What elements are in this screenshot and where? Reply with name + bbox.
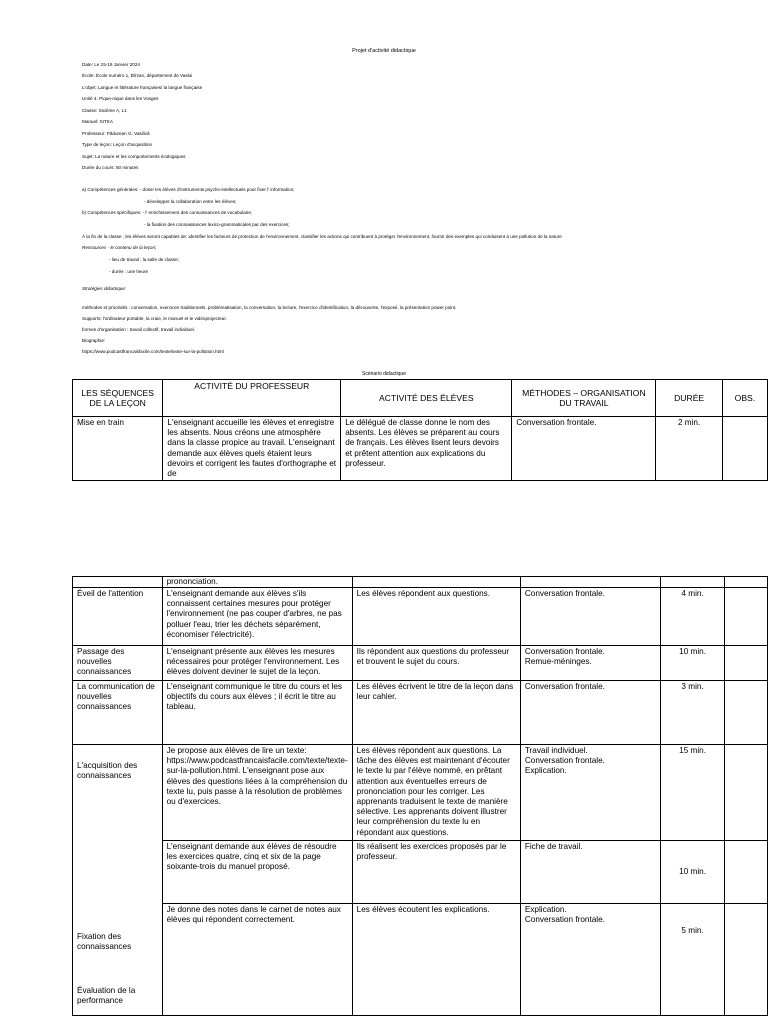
row-methods: Travail individuel. Conversation frontale. Explication.	[520, 745, 660, 841]
resource-duration: - durée : une heure	[109, 269, 149, 274]
strategies-title: Stratégies didactique:	[82, 286, 127, 291]
row-methods: Conversation frontale.	[520, 681, 660, 745]
info-teacher: Professeur: Pădurean G. Vasilică	[82, 131, 150, 136]
table-row	[73, 577, 768, 588]
resources: Ressources - le contenu de la leçon;	[82, 245, 157, 250]
row-sequence: Éveil de l'attention	[73, 588, 163, 646]
competence-specific: b) Compétences spécifiques: - l' enrichissement des connaissances de vocabulaire;	[82, 210, 253, 215]
row-students: Les élèves écrivent le titre de la leçon dans leur cahier.	[352, 681, 520, 745]
info-manual: Manuel: SITKA	[82, 119, 113, 124]
header-obs: OBS.	[722, 380, 767, 417]
row-teacher: prononciation.	[162, 577, 352, 588]
row-teacher: L'enseignant demande aux élèves de résoudre les exercices quatre, cinq et six de la page soixante-trois du manuel proposé.	[162, 841, 352, 904]
bibliography-link[interactable]: https://www.podcastfrancaisfacile.com/texte/texte-sur-la-pollution.html	[82, 349, 224, 354]
sequence-evaluation: Évaluation de la performance	[77, 985, 136, 1006]
row-teacher: L'enseignant communique le titre du cours et les objectifs du cours aux élèves ; il écrit le titre au tableau.	[162, 681, 352, 745]
row-duration: 10 min.	[660, 646, 724, 681]
table-row	[73, 417, 768, 481]
row-methods: Conversation frontale.	[520, 588, 660, 646]
header-methods: MÉTHODES – ORGANISATION DU TRAVAIL	[512, 380, 656, 417]
row-teacher: Je donne des notes dans le carnet de notes aux élèves qui répondent correctement.	[162, 904, 352, 1016]
row-obs	[722, 417, 767, 481]
info-school: École: École numéro 1, Bîrzan, département de Vaslui	[82, 73, 193, 78]
row-duration: 5 min.	[660, 904, 724, 1016]
row-methods: Conversation frontale. Remue-méninges.	[520, 646, 660, 681]
info-lesson-type: Type de leçon: Leçon d'acquisition	[82, 142, 153, 147]
table-row	[73, 588, 768, 646]
row-methods: Explication. Conversation frontale.	[520, 904, 660, 1016]
row-methods: Conversation frontale.	[512, 417, 656, 481]
table-row	[73, 681, 768, 745]
resource-place: - lieu de travail : la salle de classe;	[109, 257, 179, 262]
row-duration: 3 min.	[660, 681, 724, 745]
row-sequence: Mise en train	[73, 417, 163, 481]
row-teacher: L'enseignant demande aux élèves s'ils connaissent certaines mesures pour protéger l'environnement (ne pas couper d'arbres, ne pas polluer l'eau, trier les déchets séparément, économiser l'électricité).	[162, 588, 352, 646]
info-subject: L'objet: Langue et littérature françaises/ la langue française	[82, 85, 203, 90]
row-sequence: La communication de nouvelles connaissances	[73, 681, 163, 745]
competence-general: a) Compétences générales: - doser les élèves d'instruments psycho-intellectuels pour fixer l' information;	[82, 187, 295, 192]
row-students: Les élèves répondent aux questions. La tâche des élèves est maintenant d'écouter le texte lu par l'élève nommé, en prêtant attention aux éventuelles erreurs de prononciation pour les corriger. Les apprenants traduisent le texte de manière sélective. Les apprenants doivent illustrer leur compréhension du texte lu en répondant aux questions.	[352, 745, 520, 841]
sequence-fixation: Fixation des connaissances	[77, 931, 132, 951]
row-obs	[725, 646, 768, 681]
row-students: Le délégué de classe donne le nom des absents. Les élèves se préparent au cours de français. Les élèves lisent leurs devoirs et prêtent attention aux explications du professeur.	[341, 417, 512, 481]
row-sequence	[73, 904, 163, 1016]
table-row	[73, 646, 768, 681]
header-sequences: LES SÉQUENCES DE LA LEÇON	[73, 380, 163, 417]
header-student-activity: ACTIVITÉ DES ÉLÈVES	[341, 380, 512, 417]
methods: méthodes et procédés : conversation, exercices traditionnels, problématisation, la conversation, la lecture, l'exercice d'identification, la découverte, l'exposé, la présentation power point.	[82, 305, 457, 310]
supports: Supports: l'ordinateur portable, la craie, le manuel et le vidéoprojecteur.	[82, 316, 227, 321]
row-obs	[725, 681, 768, 745]
row-duration: 2 min.	[656, 417, 722, 481]
row-students: Ils réalisent les exercices proposés par le professeur.	[352, 841, 520, 904]
organisation-forms: formes d'organisation : travail collectif, travail individuel.	[82, 327, 195, 332]
scenario-table-part2	[72, 576, 768, 1016]
objectives: À la fin de la classe , les élèves seront capables de: identifier les facteurs de protection de l'environnement, classifier les actions qui contribuent à protéger l'environnement, fournir des exemples qui conduisent à une pollution de la nature	[82, 234, 562, 239]
row-duration: 10 min.	[660, 841, 724, 904]
table-header-row	[73, 380, 768, 417]
info-unit: Unité 4: Pique-nique dans les Vosges	[82, 96, 159, 101]
row-students: Les élèves répondent aux questions.	[352, 588, 520, 646]
row-teacher: L'enseignant présente aux élèves les mesures nécessaires pour protéger l'environnement. Les élèves doivent deviner le sujet de la leçon.	[162, 646, 352, 681]
competence-general-2: - développer la collaboration entre les élèves;	[144, 199, 237, 204]
scenario-title: Scénario didactique	[362, 371, 406, 377]
info-topic: Sujet: La nature et les comportements écologiques	[82, 154, 186, 159]
document-title: Projet d'activité didactique	[352, 48, 416, 54]
row-obs	[725, 588, 768, 646]
row-teacher: Je propose aux élèves de lire un texte: https://www.podcastfrancaisfacile.com/texte/texte-sur-la-pollution.html. L'enseignant pose aux élèves des questions liées à la compréhension du texte lu, puis passe à la résolution de problèmes ou d'exercices.	[162, 745, 352, 841]
row-methods: Fiche de travail.	[520, 841, 660, 904]
info-class: Classe: Sixième A, L1	[82, 108, 127, 113]
row-sequence: L'acquisition des connaissances	[73, 745, 163, 904]
row-teacher: L'enseignant accueille les élèves et enregistre les absents. Nous créons une atmosphère dans la classe propice au travail. L'enseignant demande aux élèves quels étaient leurs devoirs et corrigent les fautes d'orthographe et de	[163, 417, 341, 481]
table-row	[73, 745, 768, 841]
table-row	[73, 904, 768, 1016]
row-duration: 15 min.	[660, 745, 724, 841]
header-duration: DURÉE	[656, 380, 722, 417]
competence-specific-2: - la fixation des connaissances lexico-grammaticales par des exercices;	[144, 222, 290, 227]
header-teacher-activity: ACTIVITÉ DU PROFESSEUR	[163, 380, 341, 417]
row-students: Les élèves écoutent les explications.	[352, 904, 520, 1016]
row-students: Ils répondent aux questions du professeur et trouvent le sujet du cours.	[352, 646, 520, 681]
row-duration: 4 min.	[660, 588, 724, 646]
scenario-table-part1	[72, 379, 768, 481]
row-sequence: Passage des nouvelles connaissances	[73, 646, 163, 681]
bibliography-title: Biographie:	[82, 338, 106, 343]
info-date: Date: Le 15-19 Janvier 2024	[82, 62, 140, 67]
table-row	[73, 841, 768, 904]
info-duration: Durée du cours: 50 minutes	[82, 165, 139, 170]
